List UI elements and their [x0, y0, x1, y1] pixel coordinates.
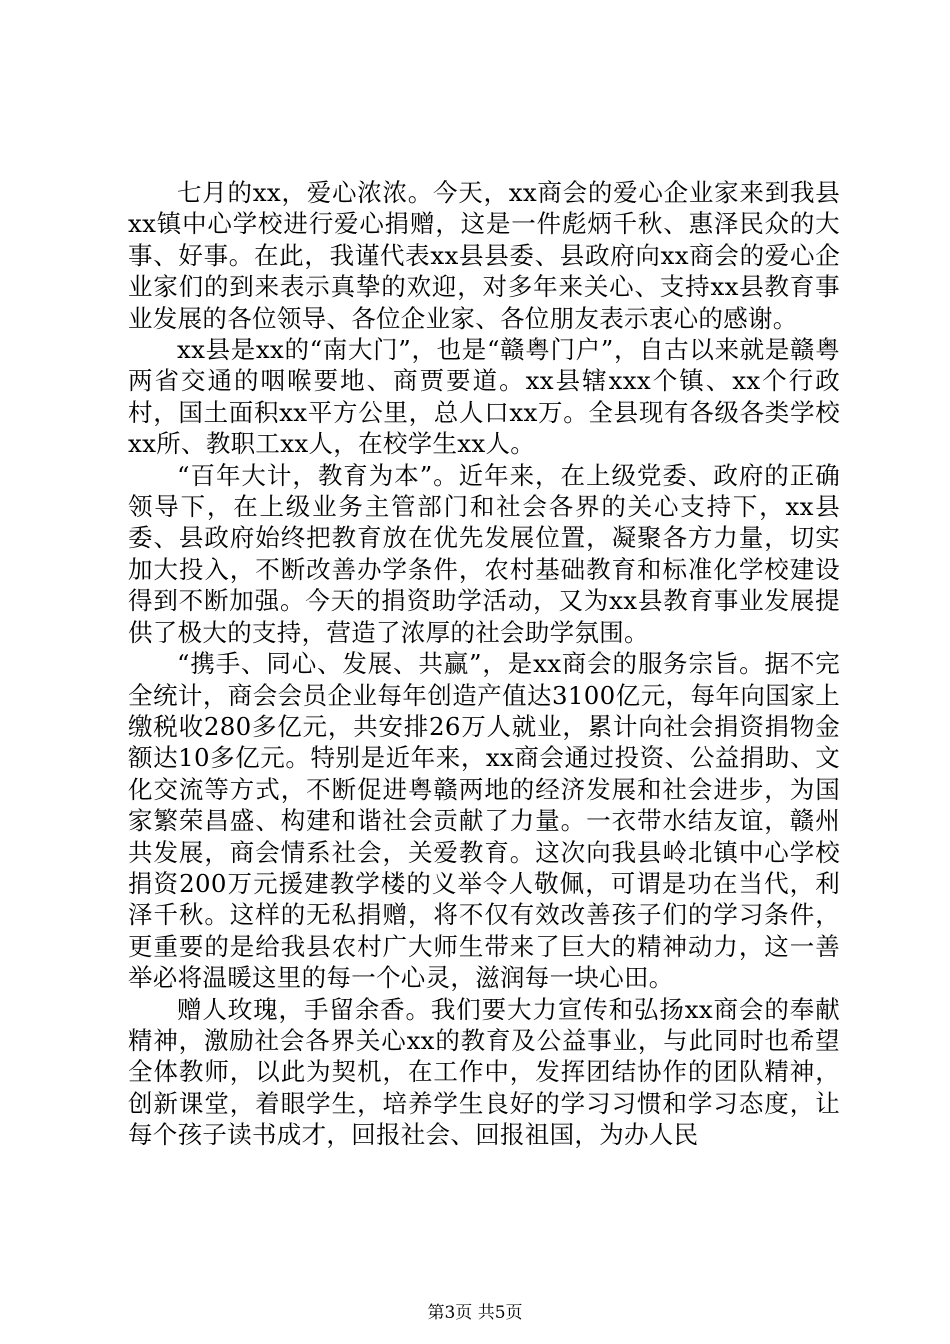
paragraph-welcome: 七月的xx，爱心浓浓。今天，xx商会的爱心企业家来到我县xx镇中心学校进行爱心捐赠，这是一件彪炳千秋、惠泽民众的大事、好事。在此，我谨代表xx县县委、县政府向xx商会的爱心企业家们的到来表示真挚的欢迎，对多年来关心、支持xx县教育事业发展的各位领导、各位企业家、各位朋友表示衷心的感谢。: [128, 178, 840, 333]
paragraph-chamber-contribution: “携手、同心、发展、共赢”，是xx商会的服务宗旨。据不完全统计，商会会员企业每年创造产值达3100亿元，每年向国家上缴税收280多亿元，共安排26万人就业，累计向社会捐资捐物金额达10多亿元。特别是近年来，xx商会通过投资、公益捐助、文化交流等方式，不断促进粤赣两地的经济发展和社会进步，为国家繁荣昌盛、构建和谐社会贡献了力量。一衣带水结友谊，赣州共发展，商会情系社会，关爱教育。这次向我县岭北镇中心学校捐资200万元援建教学楼的义举令人敬佩，可谓是功在当代，利泽千秋。这样的无私捐赠，将不仅有效改善孩子们的学习条件，更重要的是给我县农村广大师生带来了巨大的精神动力，这一善举必将温暖这里的每一个心灵，滋润每一块心田。: [128, 649, 840, 993]
document-body: [128, 177, 840, 1151]
page-number-footer: 第3页 共5页: [427, 1303, 523, 1323]
paragraph-county-overview: xx县是xx的“南大门”，也是“赣粤门户”，自古以来就是赣粤两省交通的咽喉要地、商贾要道。xx县辖xxx个镇、xx个行政村，国土面积xx平方公里，总人口xx万。全县现有各级各类学校xx所、教职工xx人，在校学生xx人。: [128, 335, 840, 459]
paragraph-call-to-action: 赠人玫瑰，手留余香。我们要大力宣传和弘扬xx商会的奉献精神，激励社会各界关心xx的教育及公益事业，与此同时也希望全体教师，以此为契机，在工作中，发挥团结协作的团队精神，创新课堂，着眼学生，培养学生良好的学习习惯和学习态度，让每个孩子读书成才，回报社会、回报祖国，为办人民: [128, 994, 840, 1150]
paragraph-education-policy: “百年大计，教育为本”。近年来，在上级党委、政府的正确领导下，在上级业务主管部门和社会各界的关心支持下，xx县委、县政府始终把教育放在优先发展位置，凝聚各方力量，切实加大投入，不断改善办学条件，农村基础教育和标准化学校建设得到不断加强。今天的捐资助学活动，又为xx县教育事业发展提供了极大的支持，营造了浓厚的社会助学氛围。: [128, 460, 840, 647]
